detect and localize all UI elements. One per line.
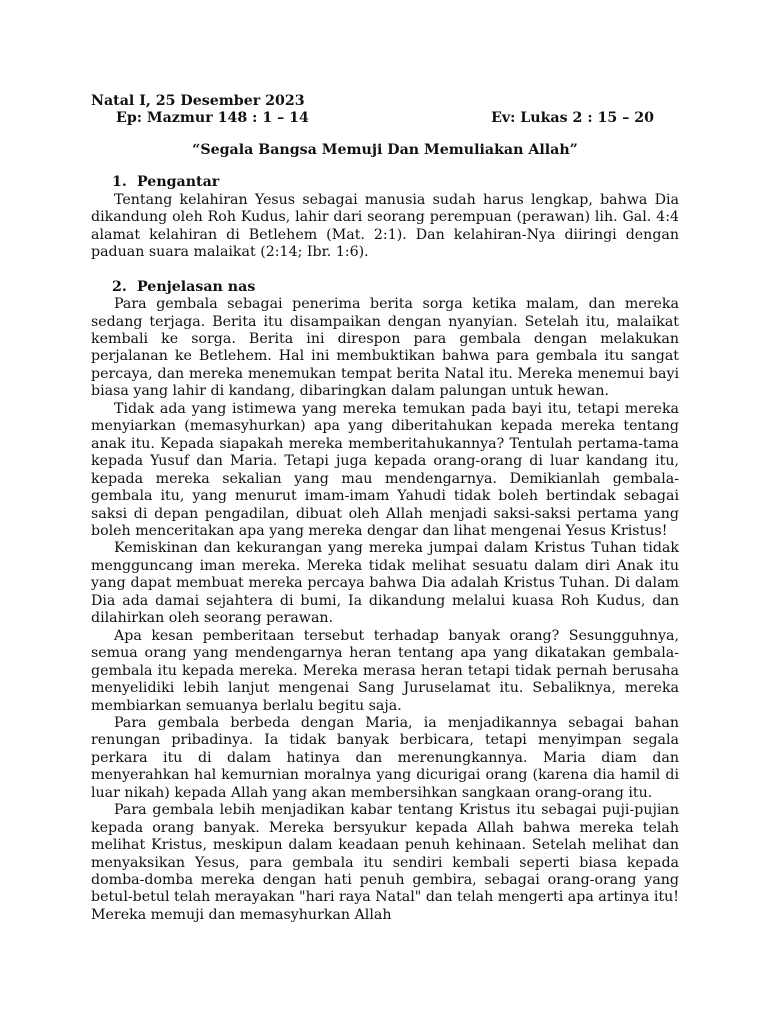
section-heading-penjelasan-nas <box>91 279 679 296</box>
paragraph: Tentang kelahiran Yesus sebagai manusia sudah harus lengkap, bahwa Dia dikandung oleh Roh Kudus, lahir dari seorang perempuan (perawan) lih. Gal. 4:4 alamat kelahiran di Betlehem (Mat. 2:1). Dan kelahiran-Nya diiringi dengan paduan suara malaikat (2:14; Ibr. 1:6). <box>91 191 679 261</box>
paragraph: Para gembala berbeda dengan Maria, ia menjadikannya sebagai bahan renungan pribadinya. Ia tidak banyak berbicara, tetapi menyimpan segala perkara itu di dalam hatinya dan merenungkannya. Maria diam dan menyerahkan hal kemurnian moralnya yang dicurigai orang (karena dia hamil di luar nikah) kepada Allah yang akan membersihkan sangkaan orang-orang itu. <box>91 714 679 801</box>
paragraph: Para gembala sebagai penerima berita sorga ketika malam, dan mereka sedang terjaga. Berita itu disampaikan dengan nyanyian. Setelah itu, malaikat kembali ke sorga. Berita ini direspon para gembala dengan melakukan perjalanan ke Betlehem. Hal ini membuktikan bahwa para gembala itu sangat percaya, dan mereka menemukan tempat berita Natal itu. Mereka menemui bayi biasa yang lahir di kandang, dibaringkan dalam palungan untuk hewan. <box>91 296 679 400</box>
paragraph: Kemiskinan dan kekurangan yang mereka jumpai dalam Kristus Tuhan tidak mengguncang iman mereka. Mereka tidak melihat sesuatu dalam diri Anak itu yang dapat membuat mereka percaya bahwa Dia adalah Kristus Tuhan. Di dalam Dia ada damai sejahtera di bumi, Ia dikandung melalui kuasa Roh Kudus, dan dilahirkan oleh seorang perawan. <box>91 540 679 627</box>
paragraph: Para gembala lebih menjadikan kabar tentang Kristus itu sebagai puji-pujian kepada orang banyak. Mereka bersyukur kepada Allah bahwa mereka telah melihat Kristus, meskipun dalam keadaan penuh kehinaan. Setelah melihat dan menyaksikan Yesus, para gembala itu sendiri kembali seperti biasa kepada domba-domba mereka dengan hati penuh gembira, sebagai orang-orang yang betul-betul telah merayakan "hari raya Natal" dan telah mengerti apa artinya itu! Mereka memuji dan memasyhurkan Allah <box>91 802 679 923</box>
section-number: 1. <box>112 174 127 191</box>
section-heading-label: Pengantar <box>137 174 220 191</box>
epistle-reference: Ep: Mazmur 148 : 1 – 14 <box>116 110 309 127</box>
paragraph: Tidak ada yang istimewa yang mereka temukan pada bayi itu, tetapi mereka menyiarkan (memasyhurkan) apa yang diberitahukan kepada mereka tentang anak itu. Kepada siapakah mereka memberitahukannya? Tentulah pertama-tama kepada Yusuf dan Maria. Tetapi juga kepada orang-orang di luar kandang itu, kepada mereka sekalian yang mau mendengarnya. Demikianlah gembala-gembala itu, yang menurut imam-imam Yahudi tidak boleh bertindak sebagai saksi di depan pengadilan, dibuat oleh Allah menjadi saksi-saksi pertama yang boleh menceritakan apa yang mereka dengar dan lihat mengenai Yesus Kristus! <box>91 400 679 539</box>
section-number: 2. <box>112 278 127 295</box>
reading-references <box>91 110 679 127</box>
document-page <box>91 93 679 924</box>
section-heading-pengantar <box>91 174 679 191</box>
document-title: Natal I, 25 Desember 2023 <box>91 93 305 109</box>
paragraph: Apa kesan pemberitaan tersebut terhadap banyak orang? Sesungguhnya, semua orang yang mendengarnya heran tentang apa yang dikatakan gembala-gembala itu kepada mereka. Mereka merasa heran tetapi tidak pernah berusaha menyelidiki lebih lanjut mengenai Sang Juruselamat itu. Sebaliknya, mereka membiarkan semuanya berlalu begitu saja. <box>91 627 679 714</box>
section-heading-label: Penjelasan nas <box>137 278 256 295</box>
gospel-reference: Ev: Lukas 2 : 15 – 20 <box>491 110 654 127</box>
sermon-theme: “Segala Bangsa Memuji Dan Memuliakan Allah” <box>192 141 578 158</box>
